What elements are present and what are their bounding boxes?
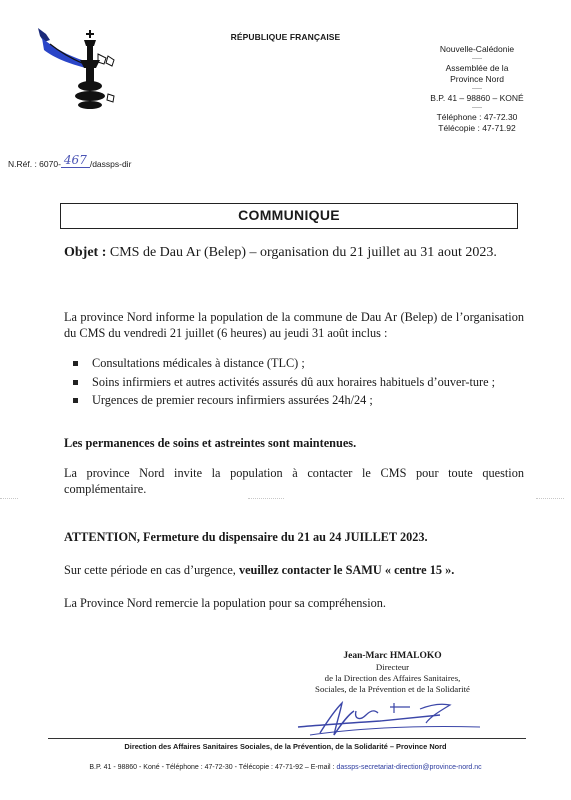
subject-text: CMS de Dau Ar (Belep) – organisation du 21 juillet au 31 aout 2023. (109, 245, 497, 260)
list-item (64, 356, 524, 372)
footer-contact (0, 764, 571, 771)
scan-artifact (248, 498, 284, 499)
signatory-dept-line-2: Sociales, de la Prévention et de la Solidarité (315, 684, 470, 694)
emergency-text: Sur cette période en cas d’urgence, (64, 563, 239, 577)
intro-paragraph: La province Nord informe la population de la commune de Dau Ar (Belep) de l’organisation du CMS du vendredi 21 juillet (6 heures) au jeudi 31 août inclus : (64, 310, 524, 340)
footer-contact-text: B.P. 41 - 98860 - Koné - Téléphone : 47-72-30 - Télécopie : 47-71-92 – E-mail : (89, 764, 337, 771)
postal-address: B.P. 41 – 98860 – KONÉ (430, 93, 524, 103)
emergency-paragraph (64, 563, 524, 579)
subject-label: Objet : (64, 245, 107, 260)
document-title: COMMUNIQUE (238, 207, 340, 223)
bullet-icon (73, 380, 78, 385)
signatory-role: Directeur (375, 662, 410, 672)
footer-divider (48, 738, 526, 739)
signatory-dept-line-1: de la Direction des Affaires Sanitaires, (324, 673, 461, 683)
closure-notice: ATTENTION, Fermeture du dispensaire du 21 au 24 JUILLET 2023. (64, 530, 428, 544)
signature-icon (290, 697, 490, 739)
list-item (64, 393, 524, 409)
territory-label: Nouvelle-Calédonie (439, 44, 515, 54)
assembly-line-2: Province Nord (450, 74, 504, 84)
list-item-text: Soins infirmiers et autres activités assurés dû aux horaires habituels d’ouver-ture ; (92, 374, 496, 389)
handwritten-signature (290, 697, 490, 739)
list-item-text: Urgences de premier recours infirmiers assurées 24h/24 ; (92, 393, 373, 407)
list-item-text: Consultations médicales à distance (TLC) ; (92, 356, 305, 370)
emergency-contact: veuillez contacter le SAMU « centre 15 ». (238, 563, 455, 577)
scan-artifact (0, 498, 18, 499)
bullet-icon (73, 398, 78, 403)
reference-prefix: N.Réf. : 6070- (8, 159, 61, 169)
sender-address-block (412, 44, 542, 134)
footer-department: Direction des Affaires Sanitaires Sociales, de la Prévention, de la Solidarité – Province Nord (124, 742, 447, 751)
permanences-notice: Les permanences de soins et astreintes sont maintenues. (64, 436, 357, 450)
list-item (64, 375, 524, 391)
fax-number: Télécopie : 47-71.92 (438, 123, 516, 133)
service-list (64, 356, 524, 412)
assembly-line-1: Assemblée de la (445, 63, 509, 73)
signatory-block (300, 651, 485, 695)
separator: ----- (472, 86, 482, 92)
scan-artifact (536, 498, 564, 499)
subject-line (64, 244, 524, 261)
separator: ----- (472, 105, 482, 111)
reference-line (8, 153, 132, 170)
invitation-paragraph: La province Nord invite la population à contacter le CMS pour toute question complémentaire. (64, 466, 524, 496)
footer-email-link[interactable]: dassps-secretariat-direction@province-nord.nc (336, 764, 482, 771)
phone-number: Téléphone : 47-72.30 (436, 112, 518, 122)
bullet-icon (73, 361, 78, 366)
separator: ----- (472, 56, 482, 62)
thanks-paragraph: La Province Nord remercie la population pour sa compréhension. (64, 596, 387, 610)
republic-heading: RÉPUBLIQUE FRANÇAISE (230, 32, 341, 42)
reference-suffix: /dassps-dir (89, 159, 132, 169)
reference-number-handwritten: 467 (61, 153, 90, 168)
signatory-name: Jean-Marc HMALOKO (343, 651, 442, 661)
